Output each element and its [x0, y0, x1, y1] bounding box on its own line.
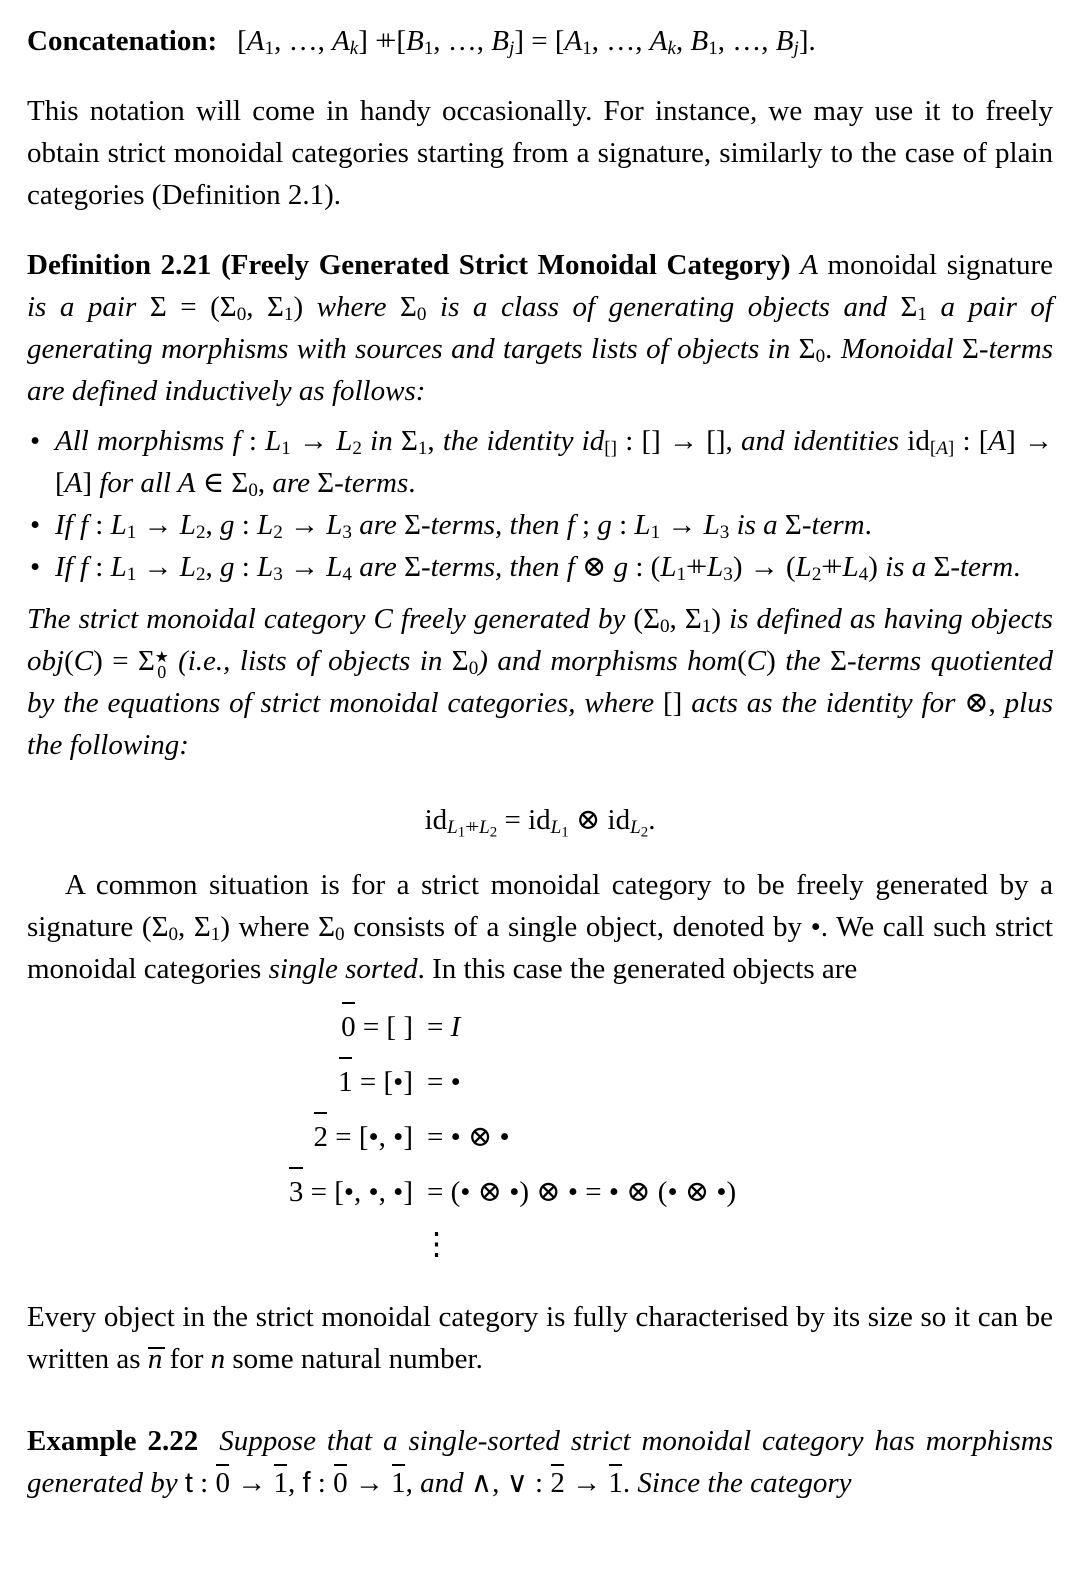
- list-item-morphisms-identities: • All morphisms f : $L_1 \to L_2$ in $\Sigma_1$, the identity $id_{[]}$ : [] → [], and identities $id_{[A]}$ : [A] → [A] for all A ∈ $\Sigma_0$, are Σ-terms.: [27, 420, 1053, 504]
- equation-row-1: 1 = [•] = •: [27, 1055, 1053, 1110]
- paragraph-freely-generated: The strict monoidal category C freely generated by ($\Sigma_0$, $\Sigma_1$) is defined as having objects obj(C) = Σ ★ 0 (i.e., lists of objects in $\Sigma_0$) and morphisms hom(C) the Σ-terms quotiented by the equations of strict monoidal categories, where [] acts as the identity for ⊗, plus the following:: [27, 603, 1054, 761]
- concatenation-formula: [$A_1$, …, $A_k] ++ [B_1$, …, $B_j] = [A_1$, …, $A_k$, $B_1$, …, $B_j$].: [237, 25, 816, 60]
- example-heading: Example 2.22: [27, 1425, 199, 1457]
- concatenation-label: Concatenation:: [27, 25, 218, 57]
- paragraph-single-sorted: A common situation is for a strict monoidal category to be freely generated by a signature ($\Sigma_0$, $\Sigma_1$) where $\Sigma_0$ consists of a single object, denoted by •. We call such strict monoidal categories single sorted. In this case the generated objects are: [27, 869, 1053, 985]
- paragraph-every-object: Every object in the strict monoidal category is fully characterised by its size so it can be written as n for n some natural number.: [27, 1296, 1053, 1380]
- equation-row-2: 2 = [•, •] = • ⊗ •: [27, 1110, 1053, 1165]
- sigma-terms-list: [27, 420, 1053, 588]
- equation-row-0: 0 = [ ] = I: [27, 1000, 1053, 1055]
- list-item-tensor: • If f : $L_1 \to L_2$, g : $L_3 \to L_4$ are Σ-terms, then f ⊗ g : $(L_1++ L_3) \to (L_2++ L_4)$ is a Σ-term.: [27, 546, 1053, 588]
- paragraph-notation: This notation will come in handy occasionally. For instance, we may use it to freely obtain strict monoidal categories starting from a signature, similarly to the case of plain categories (Definition 2.1).: [27, 95, 1053, 211]
- concatenation-line: [27, 20, 1053, 62]
- example-body: Suppose that a single-sorted strict monoidal category has morphisms generated by t : 0 → 1, f : 0 → 1, and ∧, ∨ : 2 → 1. Since the category: [27, 1425, 1053, 1499]
- example-paragraph: [27, 1420, 1053, 1504]
- definition-body: A monoidal signature is a pair $\Sigma = (\Sigma_0$, $\Sigma_1$) where $\Sigma_0$ is a class of generating objects and $\Sigma_1$ a pair of generating morphisms with sources and targets lists of objects in $\Sigma_0$. Monoidal Σ-terms are defined inductively as follows:: [27, 249, 1054, 407]
- definition-paragraph: [27, 244, 1053, 412]
- equation-row-3: 3 = [•, •, •] = (• ⊗ •) ⊗ • = • ⊗ (• ⊗ •): [27, 1165, 1053, 1220]
- object-equations-block: [27, 1000, 1053, 1266]
- identity-equation: $id_{L_1++ L_2} = id_{L_1}$ ⊗ $id_{L_2}$.: [424, 804, 656, 841]
- definition-heading: Definition 2.21 (Freely Generated Strict Monoidal Category): [27, 249, 791, 281]
- list-item-composition: • If f : $L_1 \to L_2$, g : $L_2 \to L_3$ are Σ-terms, then f ; g : $L_1 \to L_3$ is a Σ-term.: [27, 504, 1053, 546]
- vertical-dots-row: [27, 1222, 1053, 1266]
- vertical-dots: ⋮: [421, 1226, 452, 1261]
